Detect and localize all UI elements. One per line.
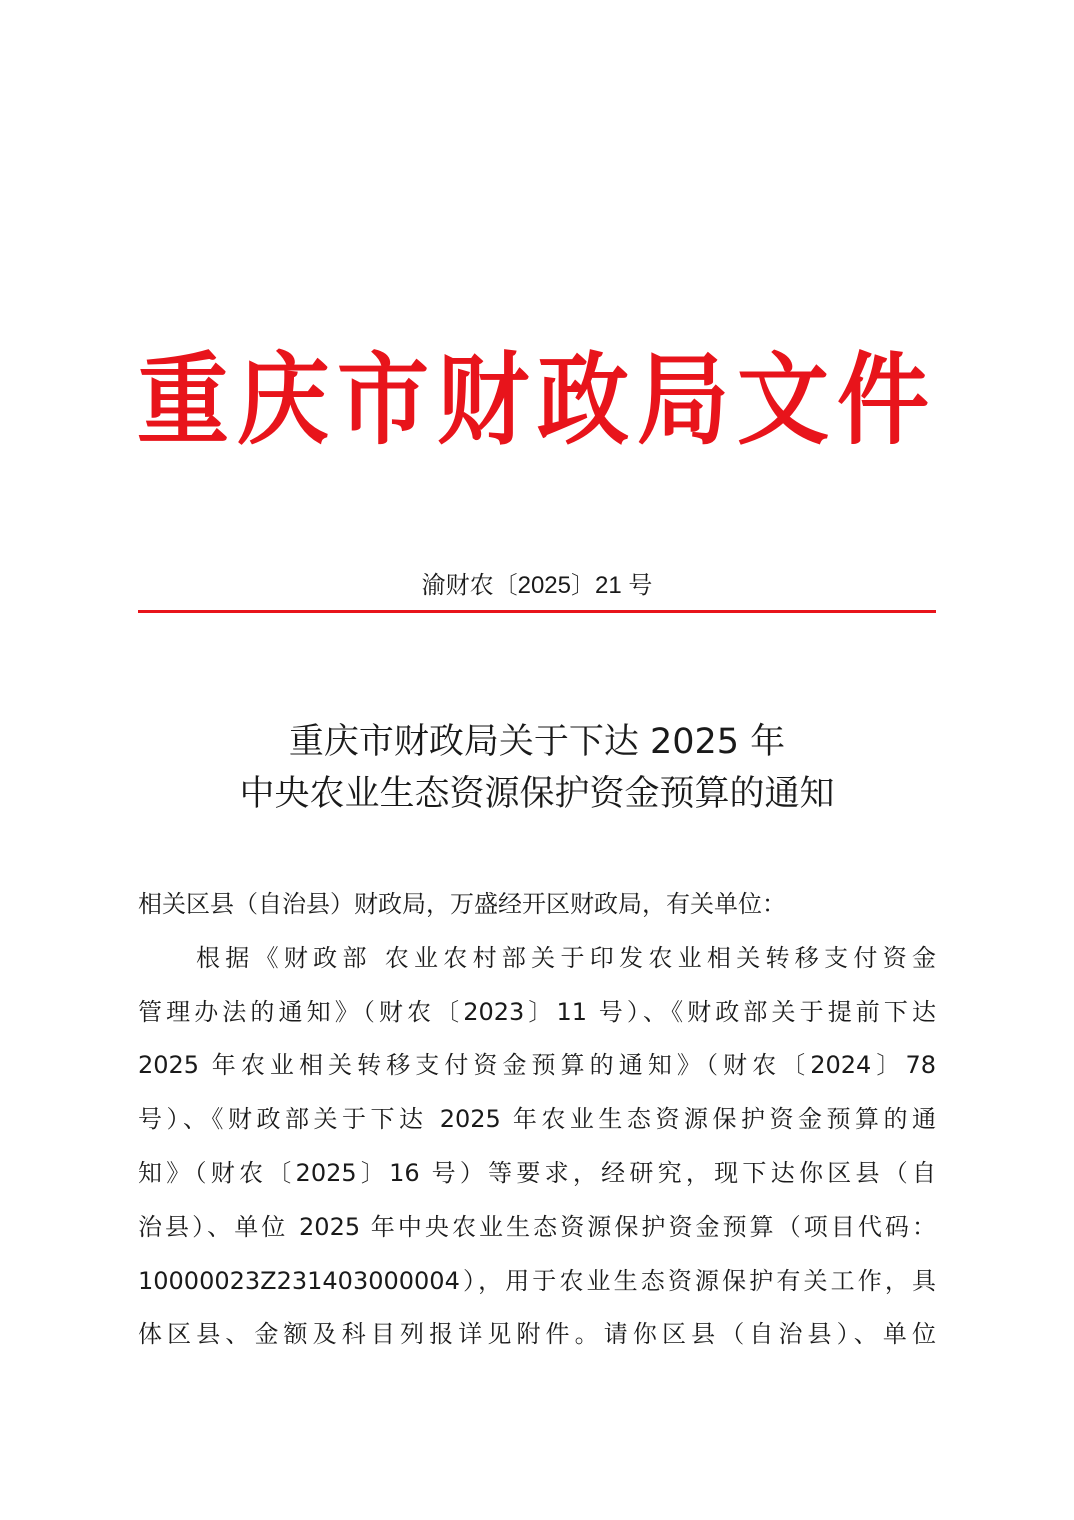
document-number: 渝财农〔2025〕21 号 [421, 572, 653, 599]
notice-title [0, 716, 1074, 820]
body-line: 管理办法的通知》（财农〔2023〕11 号）、《财政部关于提前下达 [138, 997, 936, 1026]
notice-title-line-1: 重庆市财政局关于下达 2025 年 [288, 722, 786, 762]
notice-body [138, 878, 938, 1362]
body-line: 号）、《财政部关于下达 2025 年农业生态资源保护资金预算的通 [138, 1105, 936, 1134]
red-divider-line [138, 610, 936, 613]
body-line: 10000023Z231403000004），用于农业生态资源保护有关工作，具 [138, 1266, 936, 1295]
salutation: 相关区县（自治县）财政局，万盛经开区财政局，有关单位： [138, 890, 786, 918]
notice-title-line-2: 中央农业生态资源保护资金预算的通知 [239, 774, 835, 814]
body-line: 根据《财政部 农业农村部关于印发农业相关转移支付资金 [196, 943, 936, 972]
body-line: 治县）、单位 2025 年中央农业生态资源保护资金预算（项目代码： [138, 1212, 936, 1241]
body-line: 体区县、金额及科目列报详见附件。请你区县（自治县）、单位 [138, 1320, 936, 1349]
body-line: 2025 年农业相关转移支付资金预算的通知》（财农〔2024〕78 [138, 1051, 936, 1080]
document-header-title: 重庆市财政局文件 [136, 341, 937, 459]
body-line: 知》（财农〔2025〕16 号）等要求，经研究，现下达你区县（自 [138, 1158, 936, 1187]
